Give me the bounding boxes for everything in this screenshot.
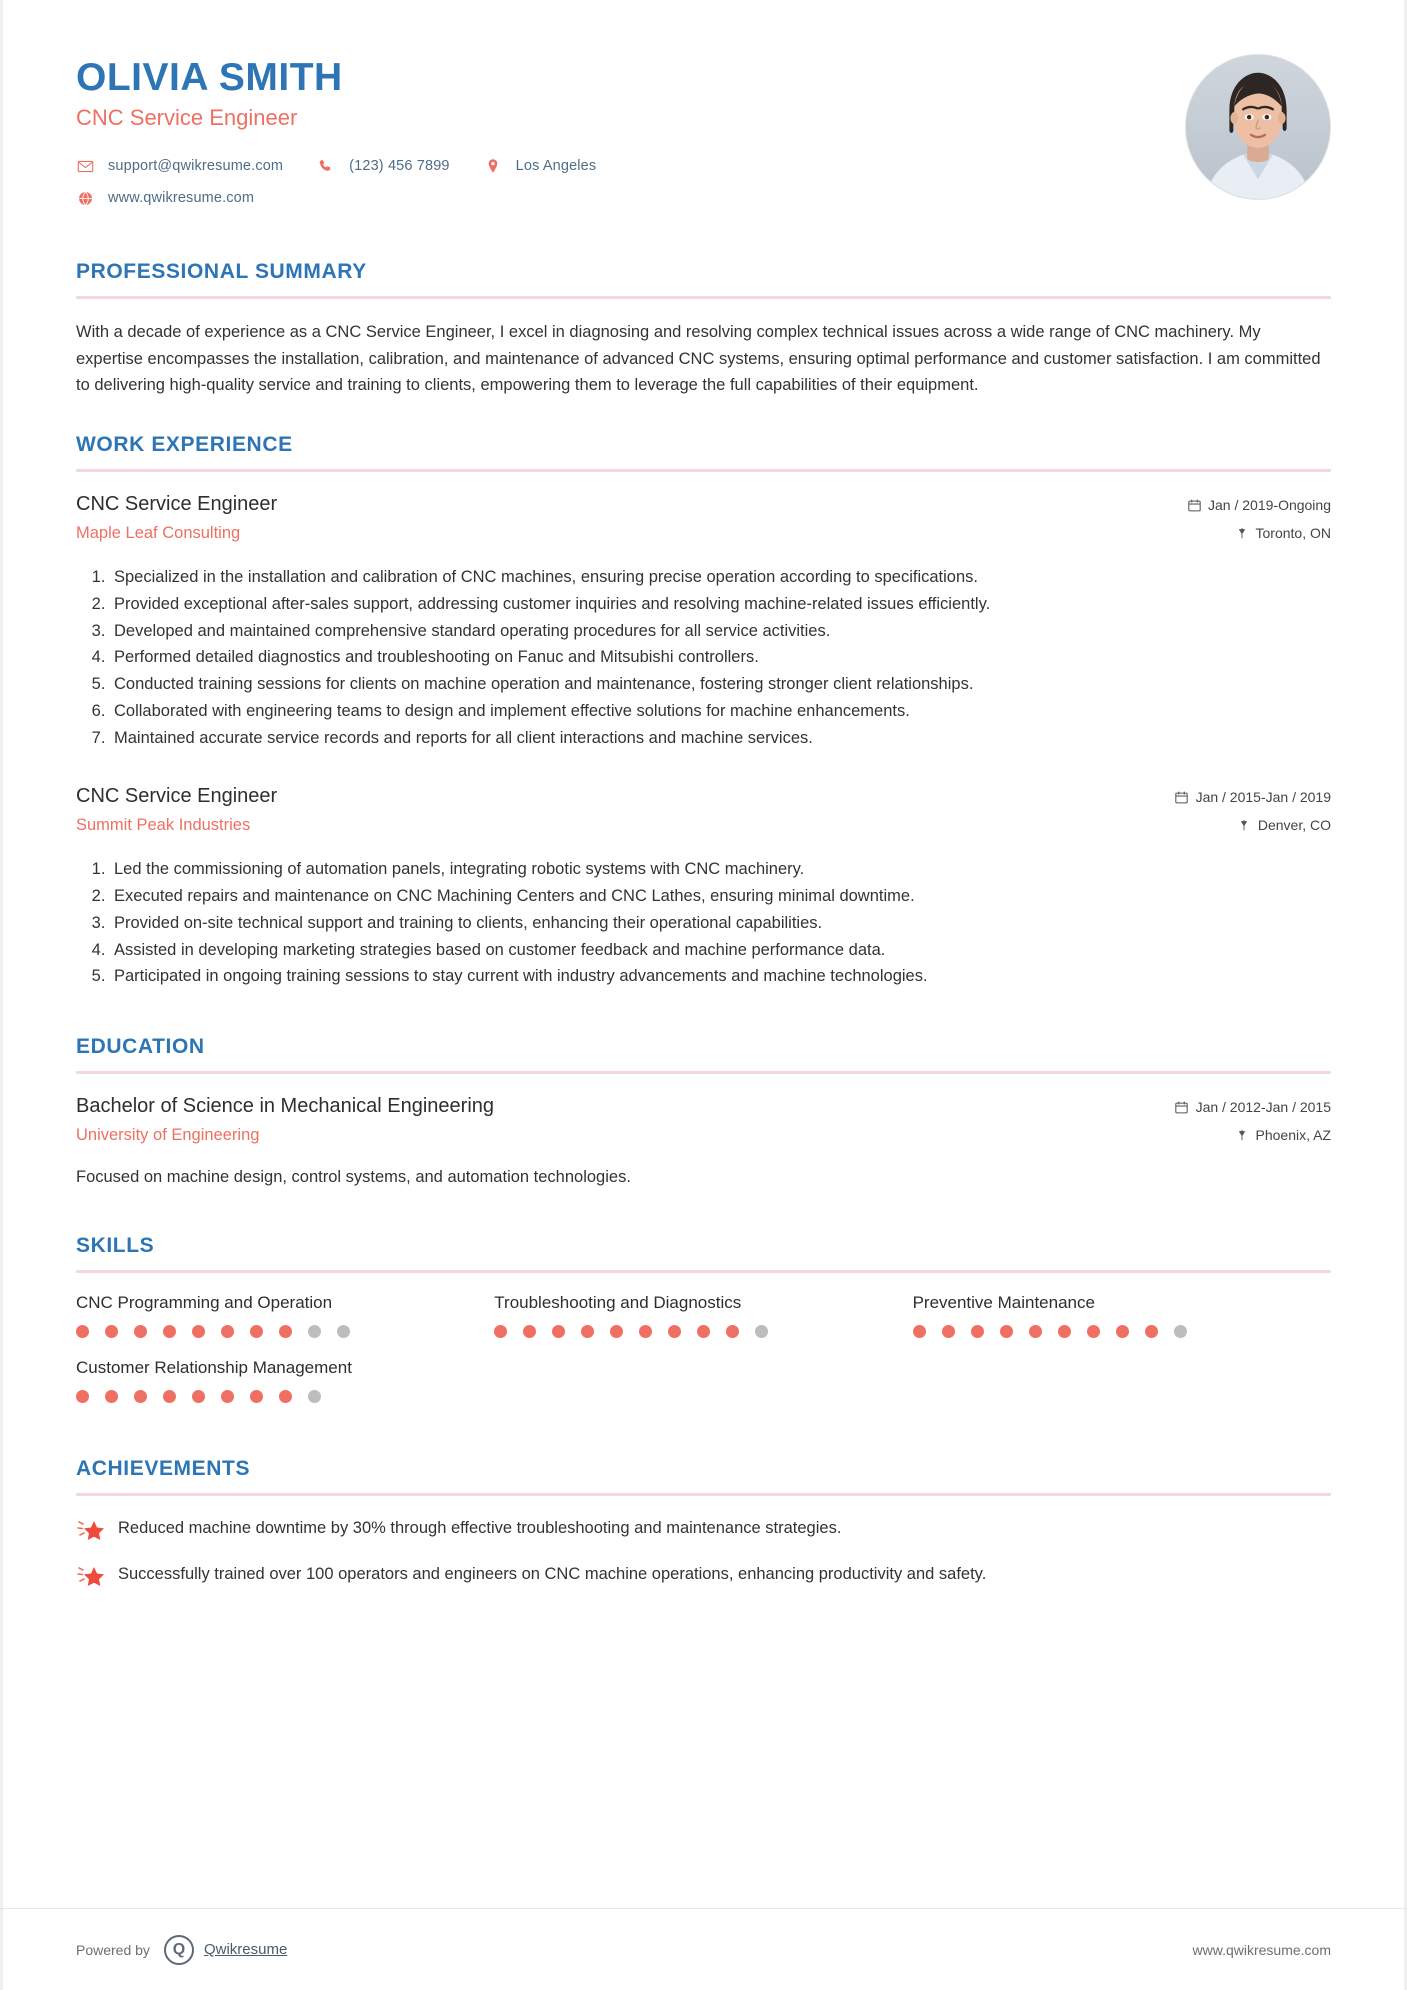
work-entry-meta	[1187, 492, 1331, 553]
skill-dot-empty	[308, 1325, 321, 1338]
skill-dot-filled	[134, 1390, 147, 1403]
section-rule	[76, 1270, 1331, 1273]
contact-website[interactable]	[76, 189, 254, 207]
skill-dot-filled	[192, 1390, 205, 1403]
skill-dot-filled	[105, 1390, 118, 1403]
contact-email[interactable]	[76, 157, 283, 175]
skill-dot-filled	[697, 1325, 710, 1338]
skill-dot-empty	[1174, 1325, 1187, 1338]
skill-dot-filled	[279, 1325, 292, 1338]
skill-dot-filled	[163, 1325, 176, 1338]
skill-dot-filled	[1029, 1325, 1042, 1338]
achievement-text: Successfully trained over 100 operators and engineers on CNC machine operations, enhancing productivity and safety.	[118, 1564, 987, 1583]
skill-dot-filled	[913, 1325, 926, 1338]
skill-dot-filled	[250, 1390, 263, 1403]
section-title-education: EDUCATION	[76, 1035, 205, 1059]
education-entry-left	[76, 1094, 1175, 1146]
location-pin-icon	[484, 157, 502, 175]
skill-dot-filled	[76, 1390, 89, 1403]
skill-dot-filled	[494, 1325, 507, 1338]
work-location-text: Toronto, ON	[1255, 525, 1331, 542]
work-entry-head	[76, 784, 1331, 845]
work-bullet: 2. Executed repairs and maintenance on CNC Machining Centers and CNC Lathes, ensuring minimal downtime.	[110, 884, 1331, 909]
contact-location-text: Los Angeles	[515, 158, 597, 175]
education-location	[1175, 1127, 1331, 1143]
skill-dot-filled	[192, 1325, 205, 1338]
work-entry-left	[76, 784, 1175, 836]
section-rule	[76, 1071, 1331, 1074]
work-bullet: 1. Specialized in the installation and calibration of CNC machines, ensuring precise operation according to specifications.	[110, 565, 1331, 590]
education-description: Focused on machine design, control systems, and automation technologies.	[76, 1168, 631, 1187]
skill-dot-filled	[639, 1325, 652, 1338]
skill-dot-filled	[552, 1325, 565, 1338]
achievement-item	[76, 1516, 1331, 1544]
skill-dot-filled	[581, 1325, 594, 1338]
skill-dot-filled	[1087, 1325, 1100, 1338]
skill-dot-filled	[668, 1325, 681, 1338]
work-bullet: 2. Provided exceptional after-sales support, addressing customer inquiries and resolving machine-related issues efficiently.	[110, 592, 1331, 617]
qwikresume-brand-link[interactable]: Qwikresume	[203, 1941, 288, 1958]
star-icon	[76, 1518, 106, 1544]
section-title-skills: SKILLS	[76, 1233, 155, 1257]
section-work-experience	[76, 433, 1331, 989]
skills-grid	[76, 1293, 1331, 1423]
work-bullet: 5. Participated in ongoing training sessions to stay current with industry advancements and machine technologies.	[110, 964, 1331, 989]
calendar-icon	[1175, 1100, 1189, 1114]
work-entry	[76, 492, 1331, 750]
work-entry-left	[76, 492, 1187, 544]
skill-dot-empty	[308, 1390, 321, 1403]
work-bullet: 4. Performed detailed diagnostics and troubleshooting on Fanuc and Mitsubishi controllers.	[110, 645, 1331, 670]
education-entry-head	[76, 1094, 1331, 1155]
education-entry	[76, 1094, 1331, 1190]
achievement-text: Reduced machine downtime by 30% through effective troubleshooting and maintenance strategies.	[118, 1518, 842, 1537]
work-bullet: 5. Conducted training sessions for clients on machine operation and maintenance, fostering stronger client relationships.	[110, 672, 1331, 697]
skill-dot-filled	[1000, 1325, 1013, 1338]
contact-phone[interactable]	[317, 157, 449, 175]
education-degree: Bachelor of Science in Mechanical Engineering	[76, 1095, 495, 1118]
work-bullet: 3. Provided on-site technical support and training to clients, enhancing their operational capabilities.	[110, 911, 1331, 936]
map-pin-icon	[1235, 1128, 1249, 1142]
map-pin-icon	[1237, 818, 1251, 832]
contact-phone-text: (123) 456 7899	[349, 158, 450, 175]
contact-row-2	[76, 189, 1331, 207]
skill-dot-filled	[1058, 1325, 1071, 1338]
work-bullets	[76, 857, 1331, 989]
skill-dot-filled	[610, 1325, 623, 1338]
skill-dot-filled	[105, 1325, 118, 1338]
qwikresume-logo-icon: Q	[164, 1935, 194, 1965]
summary-text: With a decade of experience as a CNC Service Engineer, I excel in diagnosing and resolving complex technical issues across a wide range of CNC machinery. My expertise encompasses the installation, calibration, and maintenance of advanced CNC systems, ensuring optimal performance and customer satisfaction. I am committed to delivering high-quality service and training to clients, empowering them to leverage the full capabilities of their equipment.	[76, 323, 1321, 395]
resume-header	[76, 56, 1331, 226]
skill-dot-filled	[726, 1325, 739, 1338]
skill-item	[76, 1358, 494, 1403]
section-professional-summary	[76, 260, 1331, 399]
calendar-icon	[1187, 498, 1201, 512]
work-job-title: CNC Service Engineer	[76, 785, 278, 808]
skill-dot-filled	[221, 1325, 234, 1338]
skill-dot-filled	[1145, 1325, 1158, 1338]
skill-dot-filled	[1116, 1325, 1129, 1338]
calendar-icon	[1175, 790, 1189, 804]
skill-item	[494, 1293, 912, 1338]
skill-dot-filled	[163, 1390, 176, 1403]
section-achievements	[76, 1457, 1331, 1590]
education-location-text: Phoenix, AZ	[1255, 1127, 1331, 1144]
envelope-icon	[76, 157, 94, 175]
skill-dot-filled	[221, 1390, 234, 1403]
footer-website[interactable]: www.qwikresume.com	[1192, 1941, 1331, 1958]
skill-dot-filled	[134, 1325, 147, 1338]
skill-name: Preventive Maintenance	[912, 1292, 1095, 1312]
page-footer	[0, 1908, 1407, 1990]
skill-dot-empty	[337, 1325, 350, 1338]
candidate-name: OLIVIA SMITH	[76, 56, 343, 99]
education-entry-meta	[1175, 1094, 1331, 1155]
work-bullet: 7. Maintained accurate service records and reports for all client interactions and machine services.	[110, 726, 1331, 751]
work-dates	[1187, 497, 1331, 513]
work-entry-meta	[1175, 784, 1331, 845]
skill-name: CNC Programming and Operation	[76, 1292, 333, 1312]
section-rule	[76, 296, 1331, 299]
map-pin-icon	[1235, 526, 1249, 540]
work-company: Maple Leaf Consulting	[76, 524, 241, 543]
education-dates	[1175, 1099, 1331, 1115]
contact-website-text: www.qwikresume.com	[108, 190, 255, 207]
contact-location	[484, 157, 597, 175]
work-entry-head	[76, 492, 1331, 553]
skill-dot-filled	[76, 1325, 89, 1338]
education-school: University of Engineering	[76, 1126, 260, 1145]
skill-item	[913, 1293, 1331, 1338]
skill-dot-filled	[250, 1325, 263, 1338]
powered-by-label: Powered by	[76, 1941, 150, 1958]
contact-email-text: support@qwikresume.com	[108, 158, 284, 175]
skill-rating-dots	[494, 1325, 912, 1338]
skill-name: Troubleshooting and Diagnostics	[494, 1292, 742, 1312]
section-education	[76, 1035, 1331, 1190]
education-dates-text: Jan / 2012-Jan / 2015	[1195, 1099, 1331, 1116]
section-skills	[76, 1234, 1331, 1423]
section-title-work: WORK EXPERIENCE	[76, 433, 293, 457]
work-location	[1187, 525, 1331, 541]
work-location	[1175, 817, 1331, 833]
work-company: Summit Peak Industries	[76, 816, 251, 835]
globe-icon	[76, 189, 94, 207]
section-rule	[76, 1493, 1331, 1496]
section-rule	[76, 469, 1331, 472]
work-bullets	[76, 565, 1331, 750]
work-dates	[1175, 789, 1331, 805]
skill-rating-dots	[76, 1390, 494, 1403]
work-bullet: 3. Developed and maintained comprehensive standard operating procedures for all service activities.	[110, 619, 1331, 644]
work-location-text: Denver, CO	[1257, 817, 1331, 834]
skill-dot-filled	[523, 1325, 536, 1338]
page-edge-left	[0, 0, 3, 1990]
work-job-title: CNC Service Engineer	[76, 493, 278, 516]
work-dates-text: Jan / 2019-Ongoing	[1208, 497, 1331, 514]
footer-brand-group	[76, 1935, 287, 1965]
skill-rating-dots	[76, 1325, 494, 1338]
skill-rating-dots	[913, 1325, 1331, 1338]
contact-row-1	[76, 157, 1331, 175]
work-bullet: 4. Assisted in developing marketing strategies based on customer feedback and machine performance data.	[110, 938, 1331, 963]
candidate-role: CNC Service Engineer	[76, 104, 298, 130]
phone-icon	[317, 157, 335, 175]
skill-dot-filled	[942, 1325, 955, 1338]
work-bullet: 6. Collaborated with engineering teams to design and implement effective solutions for machine enhancements.	[110, 699, 1331, 724]
avatar	[1185, 54, 1331, 200]
section-title-achievements: ACHIEVEMENTS	[76, 1456, 251, 1480]
skill-dot-empty	[755, 1325, 768, 1338]
skill-item	[76, 1293, 494, 1338]
work-dates-text: Jan / 2015-Jan / 2019	[1195, 789, 1331, 806]
skill-dot-filled	[279, 1390, 292, 1403]
achievement-item	[76, 1562, 1331, 1590]
star-icon	[76, 1564, 106, 1590]
skill-dot-filled	[971, 1325, 984, 1338]
skill-name: Customer Relationship Management	[76, 1357, 352, 1377]
work-bullet: 1. Led the commissioning of automation panels, integrating robotic systems with CNC machinery.	[110, 857, 1331, 882]
work-entry	[76, 784, 1331, 989]
section-title-summary: PROFESSIONAL SUMMARY	[76, 260, 367, 283]
